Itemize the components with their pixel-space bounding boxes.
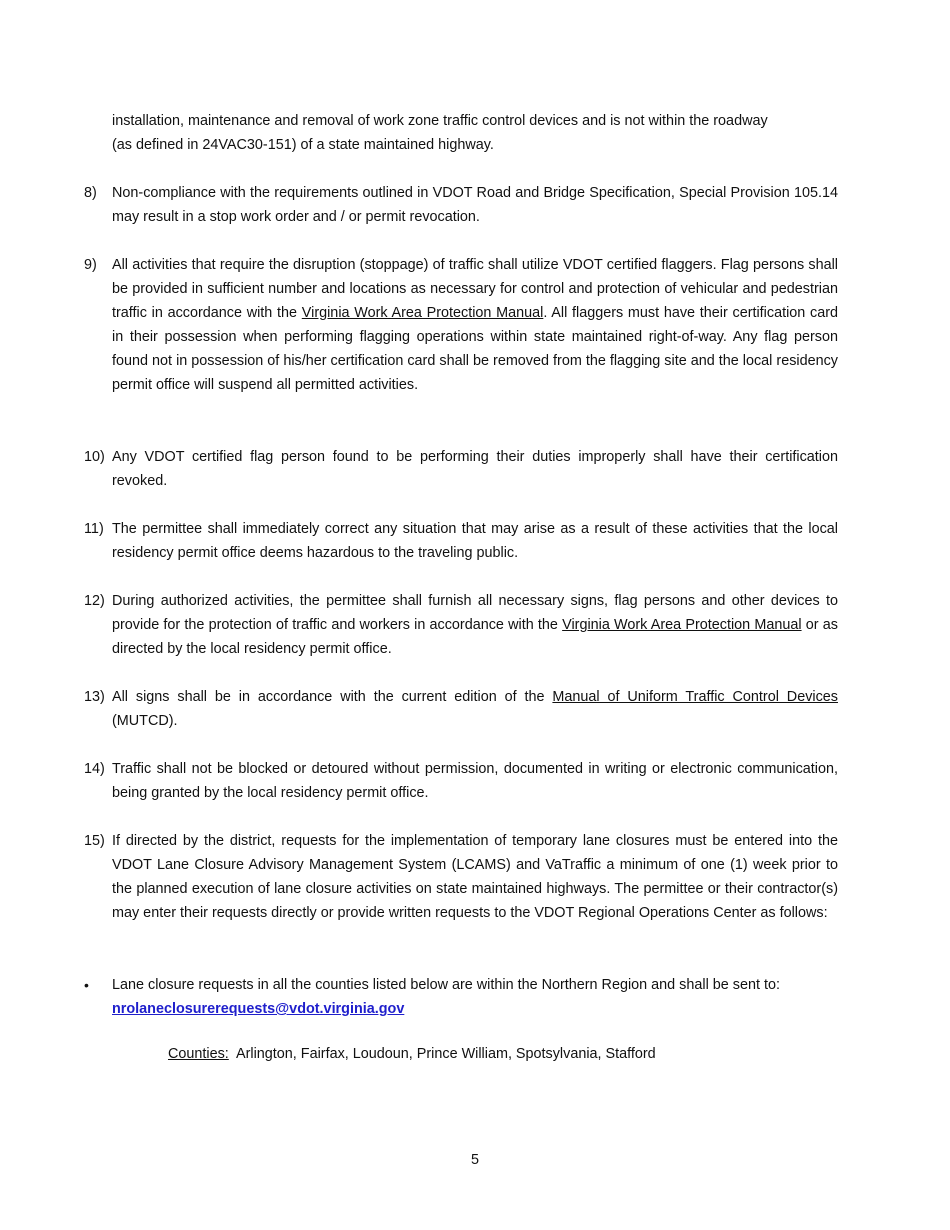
page-number: 5: [470, 1152, 479, 1168]
bullet-item: [84, 973, 824, 1021]
item-number: 14): [84, 761, 105, 777]
item-number: 9): [84, 257, 97, 273]
item-text: Non-compliance with the requirements outlined in VDOT Road and Bridge Specification, Special Provision 105.14 may result in a stop work order and / or permit revocation.: [112, 185, 838, 225]
item-text: [112, 589, 838, 661]
item-number: 13): [84, 689, 105, 705]
list-item-13: [84, 685, 838, 733]
list-item-14: [84, 757, 838, 805]
item-text: Any VDOT certified flag person found to be performing their duties improperly shall have their certification revoked.: [112, 449, 838, 489]
item-7-continuation: [84, 109, 838, 157]
item-number: 12): [84, 593, 105, 609]
counties-line: [168, 1042, 656, 1066]
item-text-part: (MUTCD).: [112, 713, 178, 729]
item-text-part: . All flaggers must have their certification card in their possession when performing flagging operations within state maintained right-of-way. Any flag person found not in possession of his/her certification card shall be removed from the flagging site and the local residency permit office will suspend all permitted activities.: [112, 305, 839, 393]
list-item-10: [84, 445, 838, 493]
counties-label: Counties:: [168, 1046, 229, 1062]
item-number: 8): [84, 185, 97, 201]
list-item-12: [84, 589, 838, 661]
item-text-part: All signs shall be in accordance with the current edition of the: [112, 689, 553, 705]
email-link[interactable]: nrolaneclosurerequests@vdot.virginia.gov: [112, 1001, 405, 1017]
item-number: 10): [84, 449, 105, 465]
counties-list: Arlington, Fairfax, Loudoun, Prince William, Spotsylvania, Stafford: [228, 1046, 656, 1062]
bullet-icon: •: [84, 977, 89, 993]
item-text: Traffic shall not be blocked or detoured without permission, documented in writing or electronic communication, being granted by the local residency permit office.: [112, 761, 838, 801]
manual-link-mutcd[interactable]: Manual of Uniform Traffic Control Devices: [552, 689, 838, 705]
item-text: [112, 253, 838, 397]
item-text-part: or as directed by the local residency permit office.: [112, 617, 838, 657]
item-text-part: During authorized activities, the permittee shall furnish all necessary signs, flag persons and other devices to provide for the protection of traffic and workers in accordance with the: [112, 593, 838, 633]
list-item-9: [84, 253, 838, 397]
item-text-part: All activities that require the disruption (stoppage) of traffic shall utilize VDOT certified flaggers. Flag persons shall be provided in sufficient number and locations as necessary for control and protection of vehicular and pedestrian traffic in accordance with the: [112, 257, 838, 321]
item-text: If directed by the district, requests for the implementation of temporary lane closures must be entered into the VDOT Lane Closure Advisory Management System (LCAMS) and VaTraffic a minimum of one (1) week prior to the planned execution of lane closure activities on state maintained highways. The permittee or their contractor(s) may enter their requests directly or provide written requests to the VDOT Regional Operations Center as follows:: [112, 833, 838, 921]
list-item-8: [84, 181, 838, 229]
list-item-11: [84, 517, 838, 565]
bullet-text: [112, 973, 824, 1021]
list-item-15: [84, 829, 838, 925]
continuation-line-2: (as defined in 24VAC30-151) of a state maintained highway.: [112, 137, 494, 153]
item-number: 11): [84, 521, 104, 537]
manual-link-wapm[interactable]: Virginia Work Area Protection Manual: [562, 617, 802, 633]
item-text: The permittee shall immediately correct any situation that may arise as a result of these activities that the local residency permit office deems hazardous to the traveling public.: [112, 521, 838, 561]
continuation-line-1: installation, maintenance and removal of work zone traffic control devices and is not within the roadway: [112, 113, 768, 129]
manual-link-wapm[interactable]: Virginia Work Area Protection Manual: [301, 305, 544, 321]
item-text: [112, 685, 838, 733]
item-number: 15): [84, 833, 105, 849]
bullet-text-part: Lane closure requests in all the counties listed below are within the Northern Region and shall be sent to:: [112, 977, 780, 993]
